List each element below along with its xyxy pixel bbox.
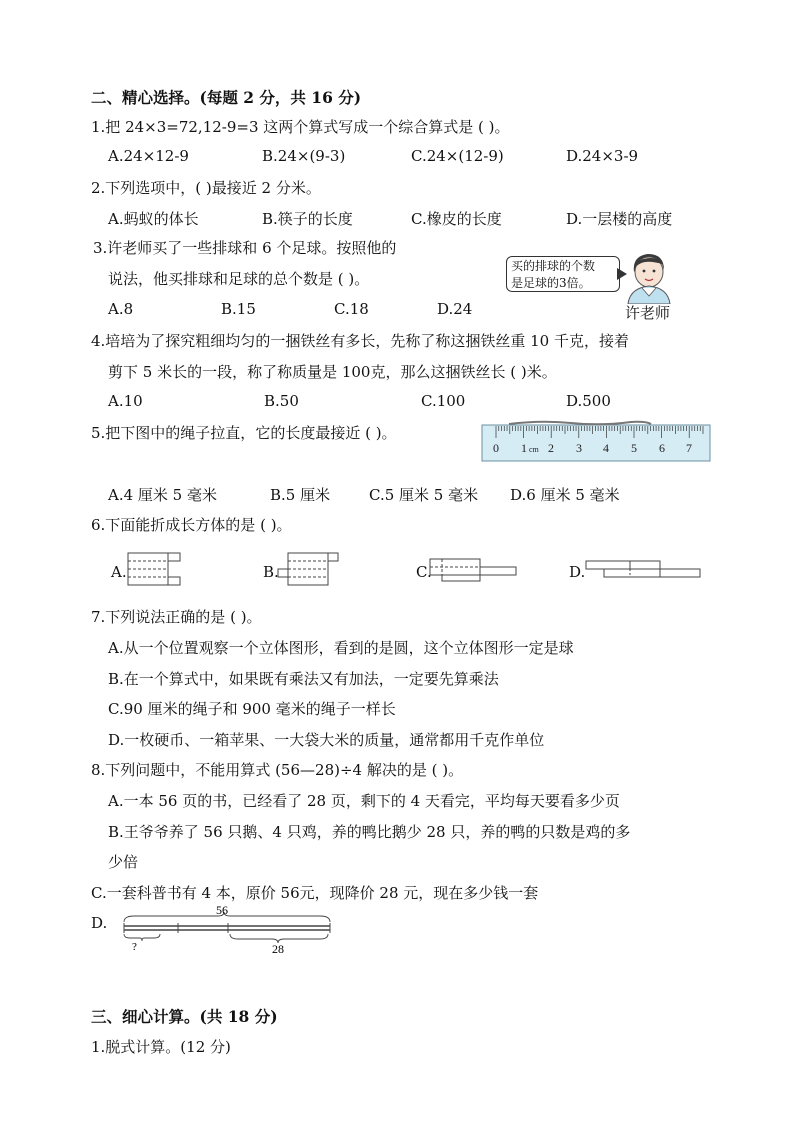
- net-figure-a: [124, 551, 188, 587]
- q2-option-d: D.一层楼的高度: [566, 210, 673, 228]
- net-figure-d: [584, 559, 704, 581]
- q8-option-d: D.: [91, 914, 108, 932]
- q5-option-c: C.5 厘米 5 毫米: [369, 486, 479, 504]
- q7-option-d: D.一枚硬币、一箱苹果、一大袋大米的质量，通常都用千克作单位: [108, 731, 545, 749]
- q4-option-d: D.500: [566, 392, 611, 410]
- ruler-label-0: 0: [493, 441, 499, 455]
- q7-option-b: B.在一个算式中，如果既有乘法又有加法，一定要先算乘法: [108, 670, 499, 688]
- sec3-q1: 1.脱式计算。(12 分): [91, 1038, 231, 1056]
- ruler-label-5: 5: [631, 441, 637, 455]
- ruler-label-3: 3: [576, 441, 582, 455]
- q3-option-a: A.8: [108, 300, 134, 318]
- q5-stem: 5.把下图中的绳子拉直，它的长度最接近 ( )。: [91, 424, 397, 442]
- q4-option-c: C.100: [421, 392, 466, 410]
- bubble-line-2: 是足球的3倍。: [511, 276, 591, 290]
- speech-bubble: [506, 256, 620, 292]
- q8-stem: 8.下列问题中，不能用算式 (56—28)÷4 解决的是 ( )。: [91, 761, 464, 779]
- section-2-heading: 二、精心选择。(每题 2 分，共 16 分): [91, 88, 362, 107]
- diagram-label-28: 28: [272, 942, 284, 954]
- q5-option-d: D.6 厘米 5 毫米: [510, 486, 620, 504]
- q8-option-c: C.一套科普书有 4 本，原价 56元，现降价 28 元，现在多少钱一套: [91, 884, 539, 902]
- q6-label-a: A.: [111, 563, 127, 581]
- ruler-label-6: 6: [659, 441, 665, 455]
- ruler-label-4: 4: [603, 441, 609, 455]
- q5-option-a: A.4 厘米 5 毫米: [108, 486, 217, 504]
- net-figure-b: [276, 551, 340, 587]
- teacher-caption: 许老师: [625, 304, 671, 322]
- q2-option-c: C.橡皮的长度: [411, 210, 502, 228]
- q8-option-b-line2: 少倍: [108, 853, 139, 871]
- q7-option-a: A.从一个位置观察一个立体图形，看到的是圆，这个立体图形一定是球: [108, 639, 574, 657]
- q3-stem-line1: 3.许老师买了一些排球和 6 个足球。按照他的: [93, 239, 397, 257]
- section-3-heading: 三、细心计算。(共 18 分): [91, 1007, 278, 1026]
- q2-option-a: A.蚂蚁的体长: [108, 210, 199, 228]
- q2-option-b: B.筷子的长度: [262, 210, 353, 228]
- q6-label-d: D.: [569, 563, 586, 581]
- segment-diagram: [120, 906, 336, 954]
- q3-option-d: D.24: [437, 300, 473, 318]
- bubble-line-1: 买的排球的个数: [511, 259, 596, 273]
- q1-stem: 1.把 24×3=72,12-9=3 这两个算式写成一个综合算式是 ( )。: [91, 118, 510, 136]
- q3-option-b: B.15: [221, 300, 256, 318]
- q2-stem: 2.下列选项中，( )最接近 2 分米。: [91, 179, 321, 197]
- q1-option-b: B.24×(9-3): [262, 147, 346, 165]
- q7-option-c: C.90 厘米的绳子和 900 毫米的绳子一样长: [108, 700, 396, 718]
- q8-option-a: A.一本 56 页的书，已经看了 28 页，剩下的 4 天看完，平均每天要看多少页: [108, 792, 620, 810]
- diagram-label-question: ?: [132, 941, 137, 953]
- ruler-label-7: 7: [686, 441, 692, 455]
- teacher-illustration-icon: [622, 250, 674, 304]
- q4-option-a: A.10: [108, 392, 143, 410]
- ruler-with-rope: [481, 419, 711, 463]
- q4-stem-line1: 4.培培为了探究粗细均匀的一捆铁丝有多长，先称了称这捆铁丝重 10 千克，接着: [91, 332, 629, 350]
- q5-option-b: B.5 厘米: [270, 486, 331, 504]
- q1-option-d: D.24×3-9: [566, 147, 639, 165]
- ruler-label-cm: cm: [529, 445, 539, 454]
- q1-option-a: A.24×12-9: [108, 147, 189, 165]
- q4-option-b: B.50: [264, 392, 299, 410]
- diagram-label-56: 56: [216, 906, 228, 917]
- q3-stem-line2: 说法，他买排球和足球的总个数是 ( )。: [108, 270, 370, 288]
- q1-option-c: C.24×(12-9): [411, 147, 504, 165]
- q8-option-b-line1: B.王爷爷养了 56 只鹅、4 只鸡，养的鸭比鹅少 28 只，养的鸭的只数是鸡的多: [108, 823, 631, 841]
- net-figure-c: [428, 557, 520, 585]
- q6-stem: 6.下面能折成长方体的是 ( )。: [91, 516, 292, 534]
- q4-stem-line2: 剪下 5 米长的一段，称了称质量是 100克，那么这捆铁丝长 ( )米。: [108, 363, 557, 381]
- q3-option-c: C.18: [334, 300, 369, 318]
- q7-stem: 7.下列说法正确的是 ( )。: [91, 608, 262, 626]
- ruler-label-1: 1: [521, 441, 527, 455]
- q6-label-c: C.: [416, 563, 432, 581]
- q6-label-b: B.: [263, 563, 279, 581]
- ruler-label-2: 2: [548, 441, 554, 455]
